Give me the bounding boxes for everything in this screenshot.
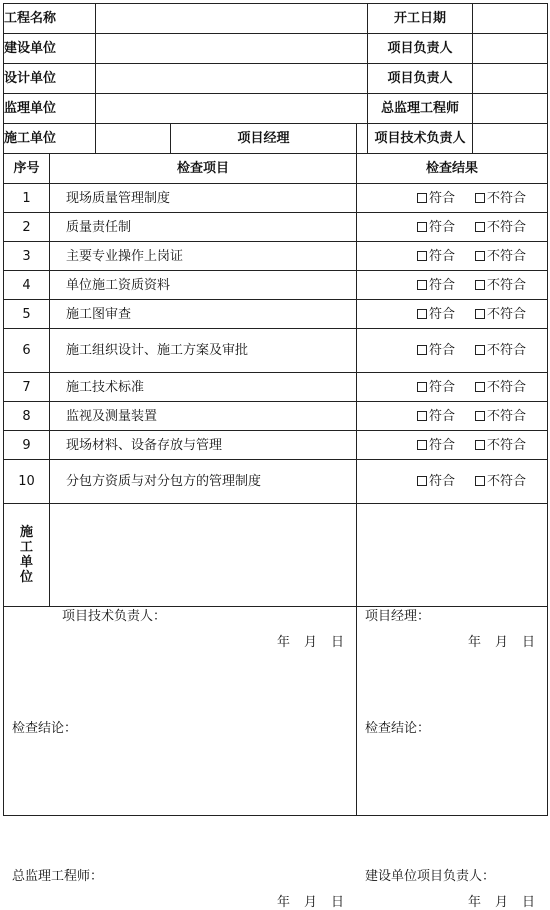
check-item: 施工组织设计、施工方案及审批 bbox=[50, 329, 357, 373]
table-row bbox=[4, 184, 548, 213]
row-number: 8 bbox=[4, 402, 50, 431]
checkbox-icon bbox=[417, 309, 427, 319]
tech-leader-value[interactable] bbox=[473, 124, 548, 154]
pass-label: 符合 bbox=[429, 437, 456, 453]
conclusion-label: 检查结论： bbox=[12, 721, 78, 736]
year-label: 年 bbox=[276, 635, 290, 650]
check-item: 主要专业操作上岗证 bbox=[50, 242, 357, 271]
month-label: 月 bbox=[494, 635, 508, 650]
row-supervision-unit bbox=[4, 94, 548, 124]
tech-leader-signature-cell[interactable] bbox=[50, 504, 357, 650]
result-cell bbox=[357, 300, 548, 329]
year-label: 年 bbox=[276, 895, 290, 910]
month-label: 月 bbox=[303, 895, 317, 910]
pass-checkbox[interactable] bbox=[417, 278, 455, 293]
day-label: 日 bbox=[522, 635, 536, 650]
pass-checkbox[interactable] bbox=[417, 438, 455, 453]
pass-checkbox[interactable] bbox=[417, 249, 455, 264]
pass-label: 符合 bbox=[429, 379, 456, 395]
result-cell bbox=[357, 329, 548, 373]
builder-project-manager-label: 项目经理 bbox=[171, 124, 357, 154]
result-cell bbox=[357, 431, 548, 460]
project-manager-sign-label: 项目经理： bbox=[365, 609, 431, 624]
builder-signoff-row bbox=[4, 504, 548, 607]
pass-label: 符合 bbox=[429, 248, 456, 264]
construction-unit-label: 建设单位 bbox=[4, 34, 96, 64]
checkbox-icon bbox=[417, 345, 427, 355]
builder-char: 施 bbox=[19, 525, 33, 540]
day-label: 日 bbox=[331, 635, 345, 650]
construction-unit-value[interactable] bbox=[96, 34, 368, 64]
checkbox-icon bbox=[417, 411, 427, 421]
table-row bbox=[4, 373, 548, 402]
project-name-value[interactable] bbox=[96, 4, 368, 34]
fail-checkbox[interactable] bbox=[475, 343, 526, 358]
fail-label: 不符合 bbox=[487, 306, 527, 322]
start-date-label: 开工日期 bbox=[368, 4, 473, 34]
chief-supervisor-date bbox=[263, 895, 344, 910]
fail-label: 不符合 bbox=[487, 190, 527, 206]
day-label: 日 bbox=[331, 895, 345, 910]
start-date-value[interactable] bbox=[473, 4, 548, 34]
supervisor-conclusion-cell[interactable] bbox=[4, 607, 357, 910]
fail-checkbox[interactable] bbox=[475, 474, 526, 489]
builder-unit-value[interactable] bbox=[96, 124, 171, 154]
check-item: 质量责任制 bbox=[50, 213, 357, 242]
fail-label: 不符合 bbox=[487, 379, 527, 395]
pass-label: 符合 bbox=[429, 190, 456, 206]
row-number: 3 bbox=[4, 242, 50, 271]
table-row bbox=[4, 431, 548, 460]
fail-label: 不符合 bbox=[487, 408, 527, 424]
row-number: 1 bbox=[4, 184, 50, 213]
result-cell bbox=[357, 271, 548, 300]
checkbox-icon bbox=[475, 476, 485, 486]
table-row bbox=[4, 460, 548, 504]
fail-label: 不符合 bbox=[487, 248, 527, 264]
design-unit-value[interactable] bbox=[96, 64, 368, 94]
checkbox-icon bbox=[475, 193, 485, 203]
row-number: 2 bbox=[4, 213, 50, 242]
result-cell bbox=[357, 213, 548, 242]
builder-char: 位 bbox=[19, 570, 33, 585]
pass-checkbox[interactable] bbox=[417, 380, 455, 395]
pass-label: 符合 bbox=[429, 306, 456, 322]
row-number: 5 bbox=[4, 300, 50, 329]
supervision-unit-value[interactable] bbox=[96, 94, 368, 124]
builder-char: 工 bbox=[19, 540, 33, 555]
form-table bbox=[3, 3, 548, 910]
fail-label: 不符合 bbox=[487, 437, 527, 453]
fail-checkbox[interactable] bbox=[475, 380, 526, 395]
result-cell bbox=[357, 402, 548, 431]
checkbox-icon bbox=[417, 476, 427, 486]
checkbox-icon bbox=[475, 411, 485, 421]
supervision-unit-label: 监理单位 bbox=[4, 94, 96, 124]
row-number: 9 bbox=[4, 431, 50, 460]
fail-label: 不符合 bbox=[487, 343, 527, 358]
builder-unit-vertical-label bbox=[4, 504, 50, 607]
check-item: 施工图审查 bbox=[50, 300, 357, 329]
check-item: 单位施工资质资料 bbox=[50, 271, 357, 300]
table-row bbox=[4, 271, 548, 300]
fail-checkbox[interactable] bbox=[475, 278, 526, 293]
year-label: 年 bbox=[467, 635, 481, 650]
table-row bbox=[4, 242, 548, 271]
checkbox-icon bbox=[475, 382, 485, 392]
checkbox-icon bbox=[417, 251, 427, 261]
row-builder-unit bbox=[4, 124, 548, 154]
checkbox-icon bbox=[417, 222, 427, 232]
design-project-leader-value[interactable] bbox=[473, 64, 548, 94]
table-row bbox=[4, 300, 548, 329]
checklist-header-row bbox=[4, 154, 548, 184]
pass-checkbox[interactable] bbox=[417, 474, 455, 489]
checkbox-icon bbox=[475, 345, 485, 355]
check-item: 施工技术标准 bbox=[50, 373, 357, 402]
checkbox-icon bbox=[475, 280, 485, 290]
check-item: 分包方资质与对分包方的管理制度 bbox=[50, 460, 357, 504]
design-unit-label: 设计单位 bbox=[4, 64, 96, 94]
pass-label: 符合 bbox=[429, 408, 456, 424]
builder-project-manager-value[interactable] bbox=[357, 124, 368, 154]
conclusion-row bbox=[4, 607, 548, 816]
pass-label: 符合 bbox=[429, 219, 456, 235]
fail-checkbox[interactable] bbox=[475, 191, 526, 206]
owner-project-leader-label: 项目负责人 bbox=[368, 34, 473, 64]
fail-checkbox[interactable] bbox=[475, 307, 526, 322]
pass-checkbox[interactable] bbox=[417, 409, 455, 424]
owner-conclusion-cell[interactable] bbox=[357, 607, 548, 910]
check-item: 现场材料、设备存放与管理 bbox=[50, 431, 357, 460]
checkbox-icon bbox=[417, 280, 427, 290]
result-cell bbox=[357, 460, 548, 504]
checkbox-icon bbox=[475, 309, 485, 319]
pass-label: 符合 bbox=[429, 474, 456, 489]
pass-checkbox[interactable] bbox=[417, 307, 455, 322]
table-row bbox=[4, 329, 548, 373]
result-cell bbox=[357, 373, 548, 402]
checkbox-icon bbox=[417, 382, 427, 392]
design-project-leader-label: 项目负责人 bbox=[368, 64, 473, 94]
tech-leader-label: 项目技术负责人 bbox=[368, 124, 473, 154]
project-manager-signature-cell[interactable] bbox=[357, 504, 548, 650]
owner-project-leader-value[interactable] bbox=[473, 34, 548, 64]
col-no-header: 序号 bbox=[4, 154, 50, 184]
chief-supervisor-value[interactable] bbox=[473, 94, 548, 124]
owner-leader-date bbox=[454, 895, 535, 910]
pass-label: 符合 bbox=[429, 343, 456, 358]
row-number: 6 bbox=[4, 329, 50, 373]
table-row bbox=[4, 213, 548, 242]
fail-checkbox[interactable] bbox=[475, 438, 526, 453]
quality-management-check-form bbox=[3, 3, 547, 910]
chief-supervisor-label: 总监理工程师 bbox=[368, 94, 473, 124]
result-cell bbox=[357, 184, 548, 213]
fail-checkbox[interactable] bbox=[475, 409, 526, 424]
row-construction-unit bbox=[4, 34, 548, 64]
pass-checkbox[interactable] bbox=[417, 191, 455, 206]
chief-supervisor-sign-label: 总监理工程师： bbox=[12, 869, 104, 884]
check-item: 现场质量管理制度 bbox=[50, 184, 357, 213]
checkbox-icon bbox=[475, 251, 485, 261]
day-label: 日 bbox=[522, 895, 536, 910]
month-label: 月 bbox=[494, 895, 508, 910]
row-number: 10 bbox=[4, 460, 50, 504]
project-name-label: 工程名称 bbox=[4, 4, 96, 34]
checkbox-icon bbox=[417, 440, 427, 450]
row-number: 4 bbox=[4, 271, 50, 300]
check-item: 监视及测量装置 bbox=[50, 402, 357, 431]
fail-checkbox[interactable] bbox=[475, 249, 526, 264]
pass-checkbox[interactable] bbox=[417, 343, 455, 358]
month-label: 月 bbox=[303, 635, 317, 650]
checkbox-icon bbox=[475, 222, 485, 232]
fail-label: 不符合 bbox=[487, 219, 527, 235]
pass-label: 符合 bbox=[429, 277, 456, 293]
checkbox-icon bbox=[475, 440, 485, 450]
row-number: 7 bbox=[4, 373, 50, 402]
fail-checkbox[interactable] bbox=[475, 220, 526, 235]
col-item-header: 检查项目 bbox=[50, 154, 357, 184]
conclusion-label: 检查结论： bbox=[365, 721, 431, 736]
tech-leader-sign-label: 项目技术负责人： bbox=[62, 609, 167, 624]
builder-unit-label: 施工单位 bbox=[4, 124, 96, 154]
col-result-header: 检查结果 bbox=[357, 154, 548, 184]
result-cell bbox=[357, 242, 548, 271]
table-row bbox=[4, 402, 548, 431]
fail-label: 不符合 bbox=[487, 474, 527, 489]
builder-char: 单 bbox=[19, 555, 33, 570]
year-label: 年 bbox=[467, 895, 481, 910]
row-project-name bbox=[4, 4, 548, 34]
checkbox-icon bbox=[417, 193, 427, 203]
row-design-unit bbox=[4, 64, 548, 94]
fail-label: 不符合 bbox=[487, 277, 527, 293]
owner-leader-sign-label: 建设单位项目负责人： bbox=[365, 869, 496, 884]
pass-checkbox[interactable] bbox=[417, 220, 455, 235]
